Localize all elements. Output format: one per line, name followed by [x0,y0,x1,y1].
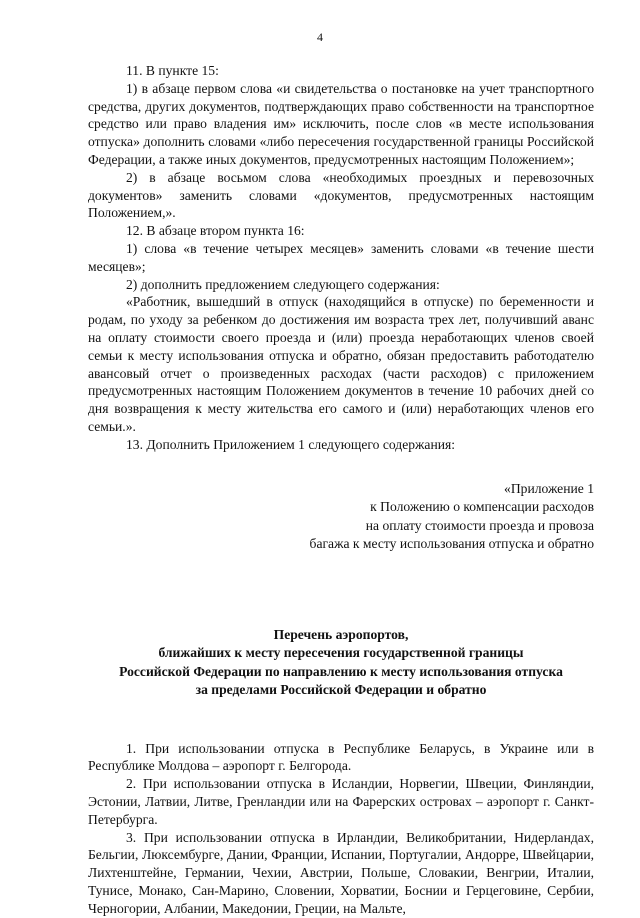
page-number: 4 [317,30,323,44]
list-title-line: Перечень аэропортов, [273,626,409,642]
list-title-line: ближайших к месту пересечения государственной границы [158,645,524,661]
appendix-line: к Положению о компенсации расходов [370,499,594,515]
list-item: 3. При использовании отпуска в Ирландии, Великобритании, Нидерландах, Бельгии, Люксембурге, Дании, Франции, Испании, Португалии, Андорре, Швейцарии, Лихтенштейне, Германии, Чехии, Австрии, Польше, Словакии, Венгрии, Италии, Тунисе, Монако, Сан-Марино, Словении, Хорватии, Боснии и Герцеговине, Сербии, Черногории, Албании, Македонии, Греции, на Мальте, [88,829,594,916]
airport-list [88,740,594,918]
document-body [88,62,594,918]
paragraph-item-11-1: 1) в абзаце первом слова «и свидетельства о постановке на учет транспортного средства, других документов, подтверждающих право собственности на транспортное средство или право владения им» исключить, после слов «в месте использования отпуска» дополнить словами «либо пересечения государственной границы Российской Федерации, а также иных документов, предусмотренных настоящим Положением»; [88,80,594,167]
appendix-line: на оплату стоимости проезда и провоза [365,517,594,533]
paragraph-quote: «Работник, вышедший в отпуск (находящийся в отпуске) по беременности и родам, по уходу за ребенком до достижения им возраста трех лет, получивший аванс на оплату стоимости своего проезда и (или) проезда неработающих членов своей семьи к месту использования отпуска и обратно, обязан предоставить работодателю авансовый отчет о произведенных расходах (части расходов) с приложением предусмотренных настоящим Положением документов в течение 10 рабочих дней со дня возвращения к месту жительства его самого и (или) неработающих членов его семьи.». [88,294,594,434]
list-item: 1. При использовании отпуска в Республике Беларусь, в Украине или в Республике Молдова – аэропорт г. Белгорода. [88,740,594,774]
list-title-line: за пределами Российской Федерации и обратно [195,682,487,698]
paragraph-item-11: 11. В пункте 15: [126,63,219,78]
paragraph-item-12-1: 1) слова «в течение четырех месяцев» заменить словами «в течение шести месяцев»; [88,240,594,274]
paragraph-item-12: 12. В абзаце втором пункта 16: [126,223,305,239]
appendix-line: багажа к месту использования отпуска и обратно [309,536,594,552]
paragraph-item-13: 13. Дополнить Приложением 1 следующего содержания: [126,436,456,452]
list-item: 2. При использовании отпуска в Исландии, Норвегии, Швеции, Финляндии, Эстонии, Латвии, Литве, Гренландии или на Фарерских островах – аэропорт г. Санкт-Петербурга. [88,776,594,827]
paragraph-item-12-2: 2) дополнить предложением следующего содержания: [126,276,440,292]
list-title-line: Российской Федерации по направлению к месту использования отпуска [119,663,563,679]
paragraph-item-11-2: 2) в абзаце восьмом слова «необходимых проездных и перевозочных документов» заменить словами «документов, предусмотренных настоящим Положением,». [88,169,594,221]
list-title [88,626,594,700]
appendix-title: «Приложение 1 [504,480,594,496]
appendix-header [88,480,594,554]
